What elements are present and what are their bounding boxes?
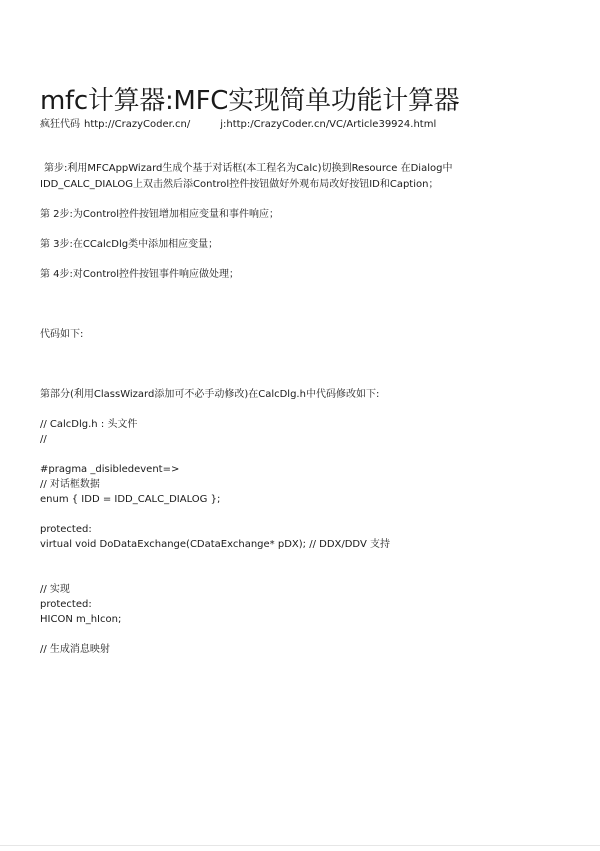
code-line: HICON m_hIcon; (40, 614, 122, 625)
step3-line: 第 3步:在CCalcDlg类中添加相应变量； (40, 239, 219, 250)
code-line: // 实现 (40, 584, 70, 595)
step1-line-a: 第步:利用MFCAppWizard生成个基于对话框(本工程名为Calc)切换到Resource 在Dialog中 (44, 163, 453, 174)
site-url-link[interactable]: http://CrazyCoder.cn/ (84, 119, 191, 130)
code-line: #pragma _disibledevent=> (40, 464, 180, 475)
step4-line: 第 4步:对Control控件按钮事件响应做处理； (40, 269, 240, 280)
site-name: 疯狂代码 (40, 119, 80, 130)
article-link[interactable]: j:http:/CrazyCoder.cn/VC/Article39924.html (220, 119, 437, 130)
code-line: // 对话框数据 (40, 479, 100, 490)
code-line: virtual void DoDataExchange(CDataExchange* pDX); // DDX/DDV 支持 (40, 539, 390, 550)
code-line: protected: (40, 599, 92, 610)
source-line (40, 118, 436, 132)
page-title: mfc计算器:MFC实现简单功能计算器 (40, 86, 460, 116)
code-line: enum { IDD = IDD_CALC_DIALOG }; (40, 494, 221, 505)
code-line: // CalcDlg.h : 头文件 (40, 419, 138, 430)
part-intro-line: 第部分(利用ClassWizard添加可不必手动修改)在CalcDlg.h中代码修改如下: (40, 389, 380, 400)
step1-line-b: IDD_CALC_DIALOG上双击然后添Control控件按钮做好外观布局改好按钮ID和Caption； (40, 179, 439, 190)
page-edge-divider (0, 845, 600, 846)
code-intro-line: 代码如下: (40, 329, 84, 340)
step2-line: 第 2步:为Control控件按钮增加相应变量和事件响应； (40, 209, 280, 220)
code-line: // (40, 434, 47, 445)
code-line: protected: (40, 524, 92, 535)
code-line: // 生成消息映射 (40, 644, 110, 655)
